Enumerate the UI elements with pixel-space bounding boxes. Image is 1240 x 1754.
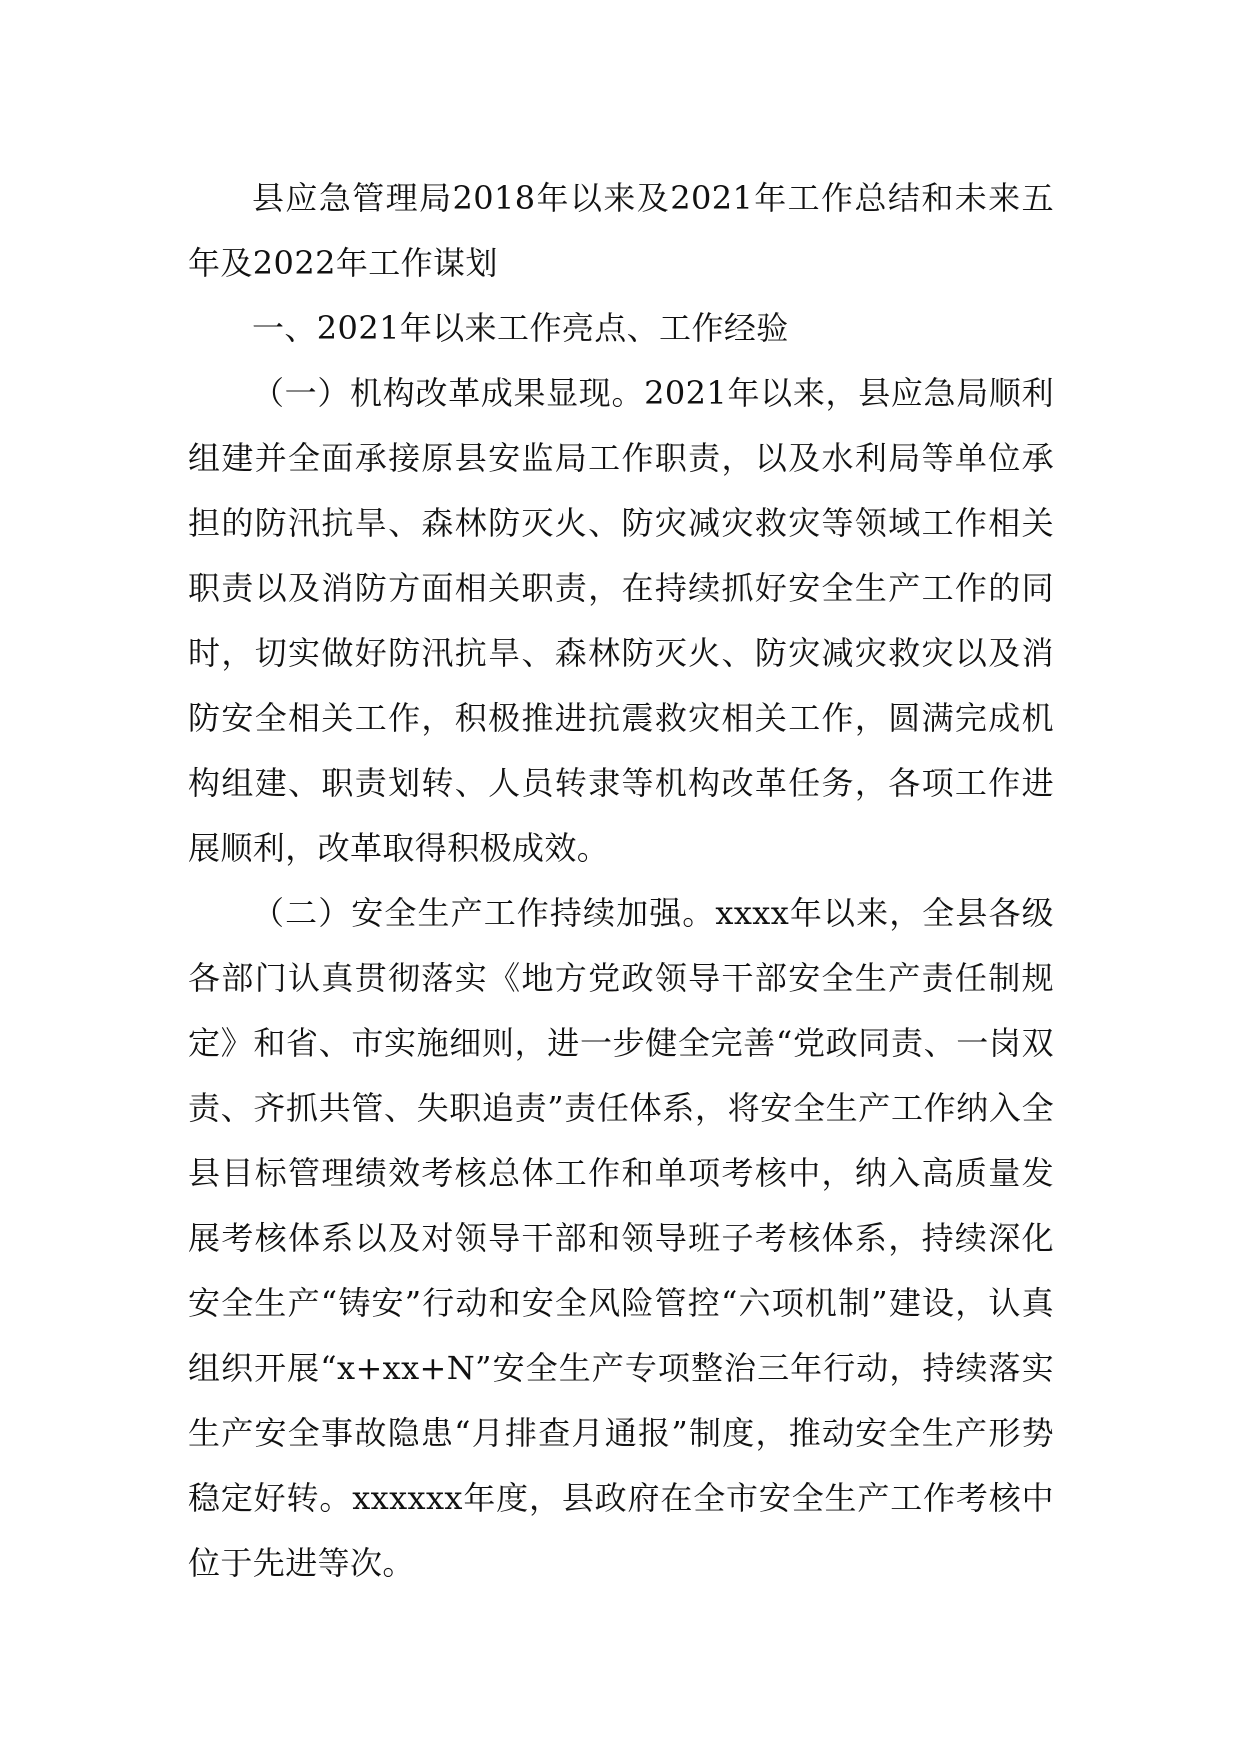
document-title: 县应急管理局2018年以来及2021年工作总结和未来五年及2022年工作谋划 [188,179,1054,282]
document-body [188,166,1054,1596]
paragraph-safety-production: （二）安全生产工作持续加强。xxxx年以来，全县各级各部门认真贯彻落实《地方党政领导干部安全生产责任制规定》和省、市实施细则，进一步健全完善“党政同责、一岗双责、齐抓共管、失职追责”责任体系，将安全生产工作纳入全县目标管理绩效考核总体工作和单项考核中，纳入高质量发展考核体系以及对领导干部和领导班子考核体系，持续深化安全生产“铸安”行动和安全风险管控“六项机制”建设，认真组织开展“x+xx+N”安全生产专项整治三年行动，持续落实生产安全事故隐患“月排查月通报”制度，推动安全生产形势稳定好转。xxxxxx年度，县政府在全市安全生产工作考核中位于先进等次。 [188,894,1054,1582]
section-heading: 一、2021年以来工作亮点、工作经验 [252,309,789,347]
paragraph-institutional-reform: （一）机构改革成果显现。2021年以来，县应急局顺利组建并全面承接原县安监局工作职责，以及水利局等单位承担的防汛抗旱、森林防灭火、防灾减灾救灾等领域工作相关职责以及消防方面相关职责，在持续抓好安全生产工作的同时，切实做好防汛抗旱、森林防灭火、防灾减灾救灾以及消防安全相关工作，积极推进抗震救灾相关工作，圆满完成机构组建、职责划转、人员转隶等机构改革任务，各项工作进展顺利，改革取得积极成效。 [188,374,1054,867]
